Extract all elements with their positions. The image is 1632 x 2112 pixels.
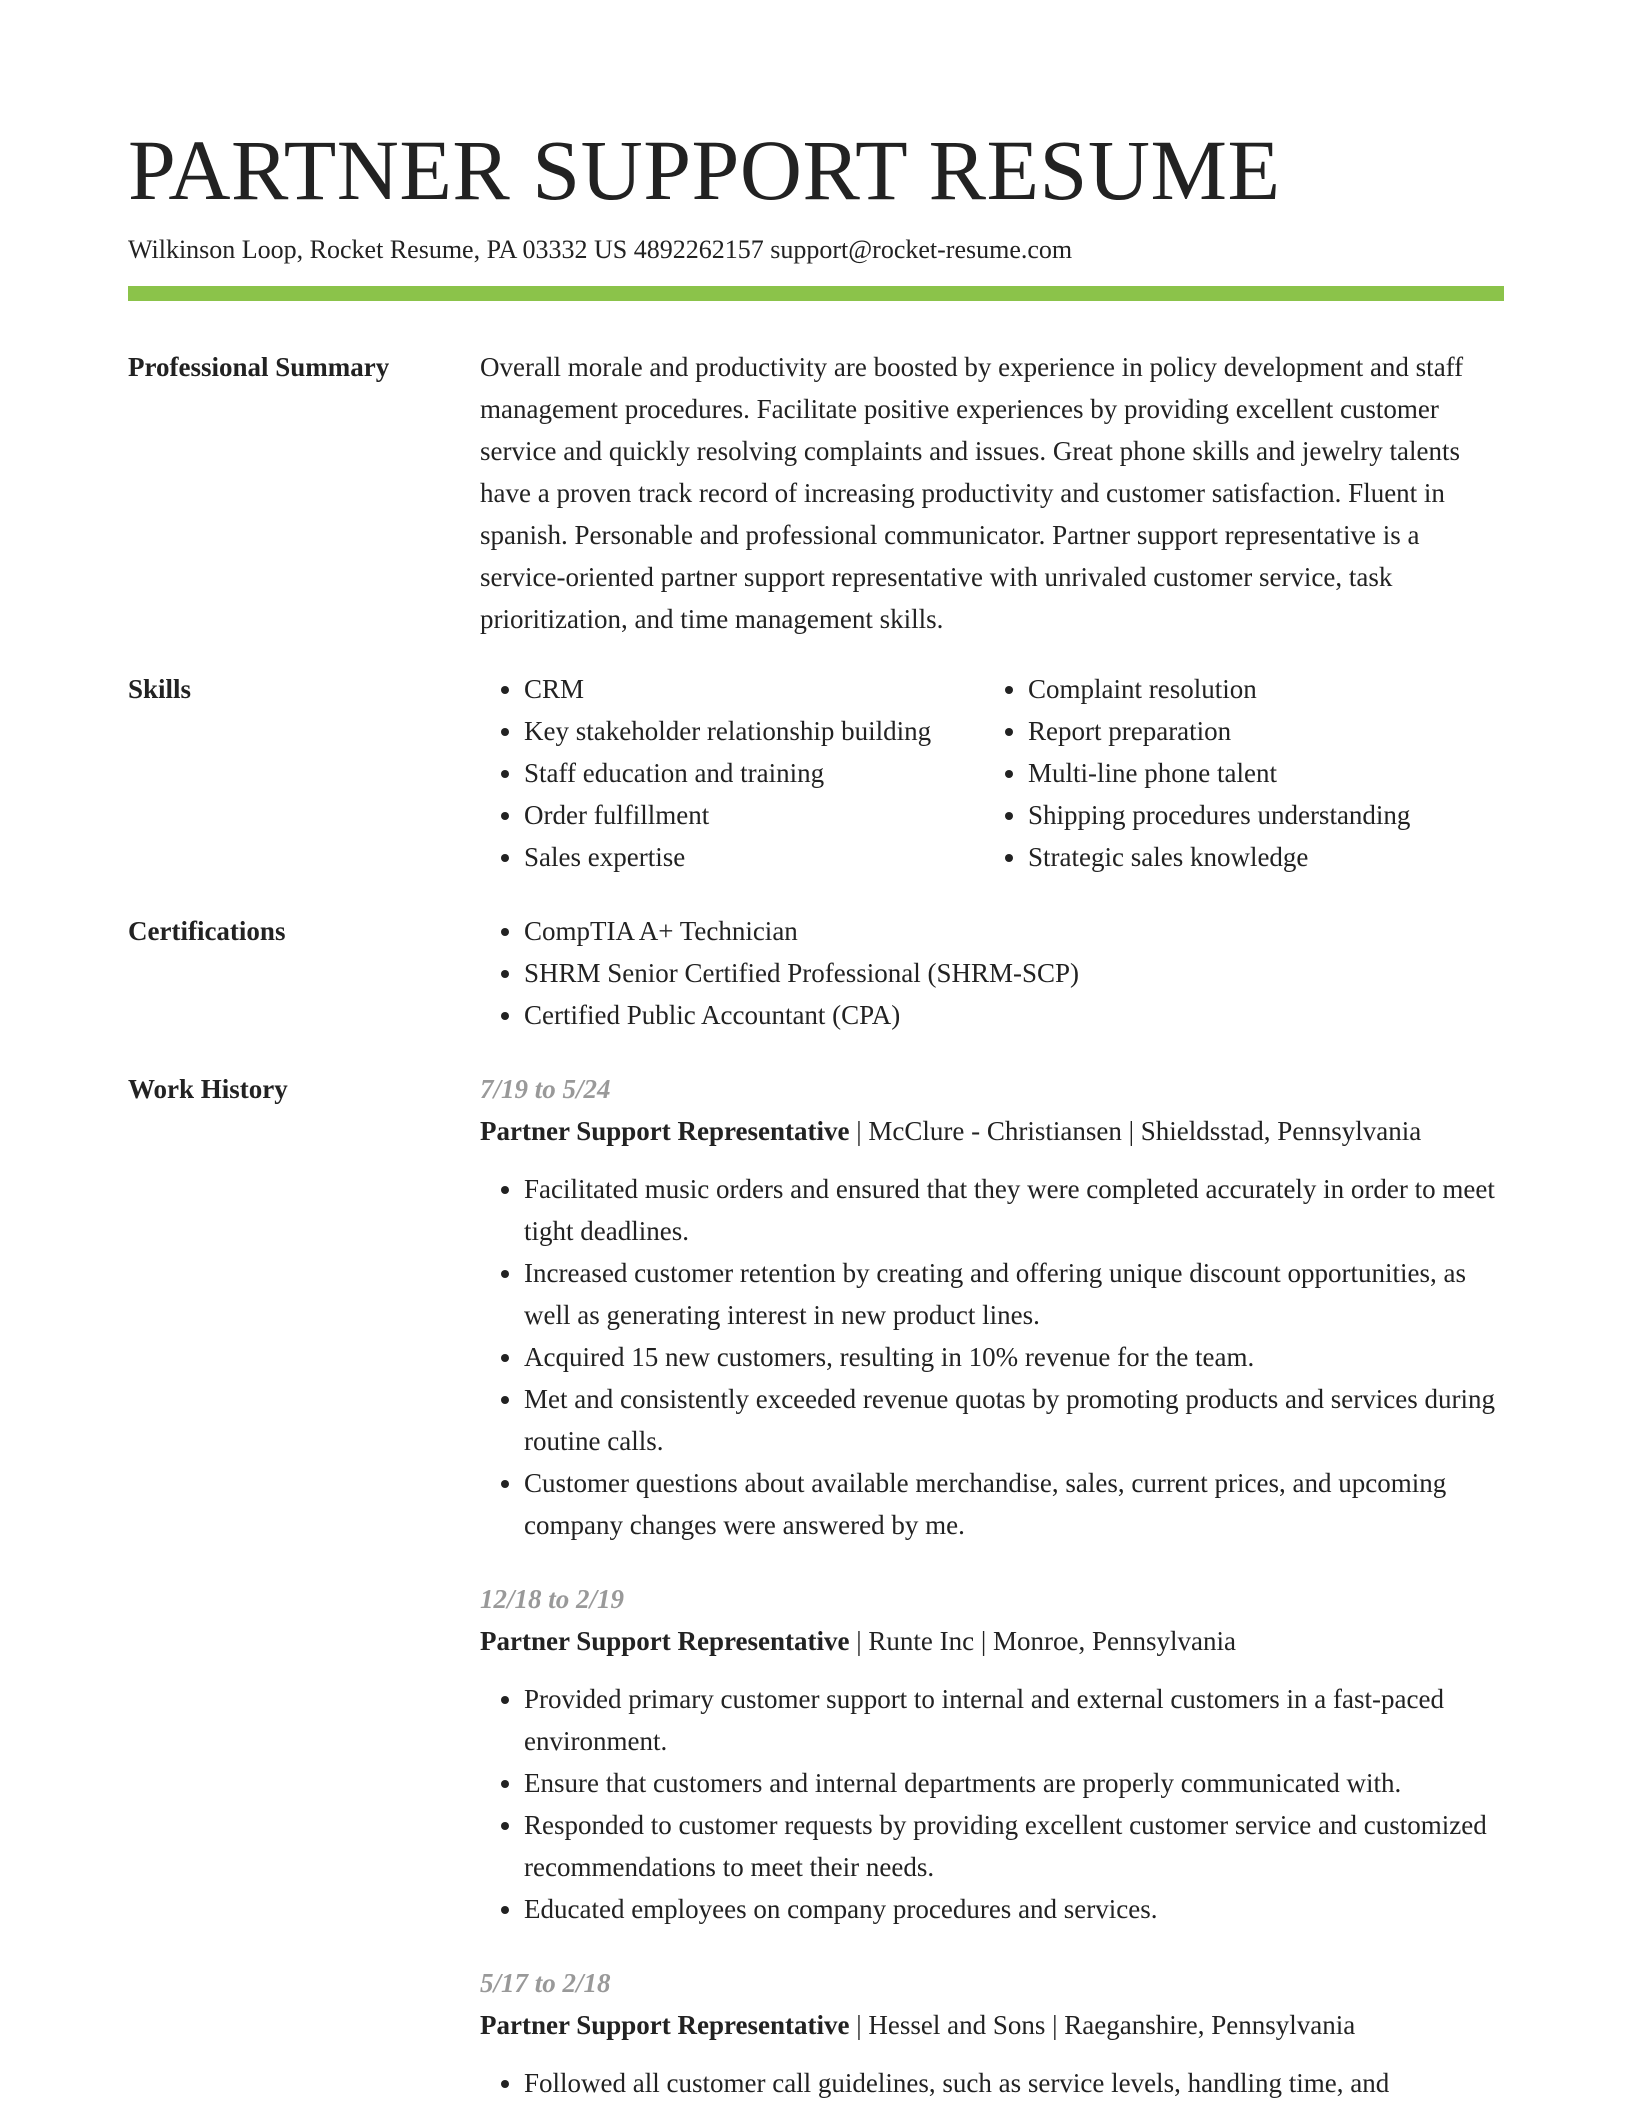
skill-item: • Complaint resolution xyxy=(1028,668,1488,710)
skills-label: Skills xyxy=(128,674,192,704)
job-entry xyxy=(480,1578,1504,1930)
job-bullet: • Met and consistently exceeded revenue quotas by promoting products and services during routine calls. xyxy=(524,1378,1504,1462)
job-dates: 7/19 to 5/24 xyxy=(480,1074,611,1104)
skill-item: • Order fulfillment xyxy=(524,794,984,836)
job-heading xyxy=(480,1620,1504,1662)
job-title: Partner Support Representative xyxy=(480,1116,850,1146)
skill-item: • CRM xyxy=(524,668,984,710)
job-employer-location: | McClure - Christiansen | Shieldsstad, Pennsylvania xyxy=(849,1116,1422,1146)
skill-item: • Strategic sales knowledge xyxy=(1028,836,1488,878)
job-entry xyxy=(480,1962,1504,2104)
job-heading xyxy=(480,2004,1504,2046)
certification-item: • CompTIA A+ Technician xyxy=(524,910,1504,952)
skill-item: • Sales expertise xyxy=(524,836,984,878)
job-bullet: • Educated employees on company procedures and services. xyxy=(524,1888,1504,1930)
certifications-label: Certifications xyxy=(128,916,286,946)
work-history-section xyxy=(128,1068,1504,2104)
job-dates: 12/18 to 2/19 xyxy=(480,1584,625,1614)
job-employer-location: | Hessel and Sons | Raeganshire, Pennsylvania xyxy=(849,2010,1356,2040)
job-dates: 5/17 to 2/18 xyxy=(480,1968,611,1998)
job-bullet: • Responded to customer requests by providing excellent customer service and customized recommendations to meet their needs. xyxy=(524,1804,1504,1888)
job-bullet: • Provided primary customer support to internal and external customers in a fast-paced environment. xyxy=(524,1678,1504,1762)
job-bullet: • Facilitated music orders and ensured that they were completed accurately in order to meet tight deadlines. xyxy=(524,1168,1504,1252)
job-bullets xyxy=(480,2062,1504,2104)
job-bullets xyxy=(480,1168,1504,1546)
skill-item: • Key stakeholder relationship building xyxy=(524,710,984,752)
job-employer-location: | Runte Inc | Monroe, Pennsylvania xyxy=(849,1626,1236,1656)
work-history-label: Work History xyxy=(128,1074,288,1104)
certifications-section xyxy=(128,910,1504,1036)
skills-section xyxy=(128,668,1504,878)
job-bullet: • Acquired 15 new customers, resulting in 10% revenue for the team. xyxy=(524,1336,1504,1378)
certification-item: • SHRM Senior Certified Professional (SHRM-SCP) xyxy=(524,952,1504,994)
skill-item: • Shipping procedures understanding xyxy=(1028,794,1488,836)
skill-item: • Report preparation xyxy=(1028,710,1488,752)
skill-item: • Multi-line phone talent xyxy=(1028,752,1488,794)
contact-line: Wilkinson Loop, Rocket Resume, PA 03332 US 4892262157 support@rocket-resume.com xyxy=(128,235,1073,264)
skills-list-left xyxy=(480,668,984,878)
job-bullets xyxy=(480,1678,1504,1930)
certification-item: • Certified Public Accountant (CPA) xyxy=(524,994,1504,1036)
summary-text: Overall morale and productivity are boosted by experience in policy development and staff management procedures. Facilitate positive experiences by providing excellent customer service and quickly resolving complaints and issues. Great phone skills and jewelry talents have a proven track record of increasing productivity and customer satisfaction. Fluent in spanish. Personable and professional communicator. Partner support representative is a service-oriented partner support representative with unrivaled customer service, task prioritization, and time management skills. xyxy=(480,352,1464,634)
summary-section xyxy=(128,346,1504,640)
job-title: Partner Support Representative xyxy=(480,2010,850,2040)
summary-label: Professional Summary xyxy=(128,352,390,382)
job-bullet: • Increased customer retention by creating and offering unique discount opportunities, as well as generating interest in new product lines. xyxy=(524,1252,1504,1336)
job-title: Partner Support Representative xyxy=(480,1626,850,1656)
job-heading xyxy=(480,1110,1504,1152)
job-bullet: • Ensure that customers and internal departments are properly communicated with. xyxy=(524,1762,1504,1804)
job-bullet: • Followed all customer call guidelines, such as service levels, handling time, and xyxy=(524,2062,1504,2104)
job-bullet: • Customer questions about available merchandise, sales, current prices, and upcoming company changes were answered by me. xyxy=(524,1462,1504,1546)
skill-item: • Staff education and training xyxy=(524,752,984,794)
resume-title: PARTNER SUPPORT RESUME xyxy=(128,122,1281,218)
certifications-list xyxy=(480,910,1504,1036)
header-divider xyxy=(128,286,1504,301)
skills-list-right xyxy=(984,668,1488,878)
job-entry xyxy=(480,1068,1504,1546)
